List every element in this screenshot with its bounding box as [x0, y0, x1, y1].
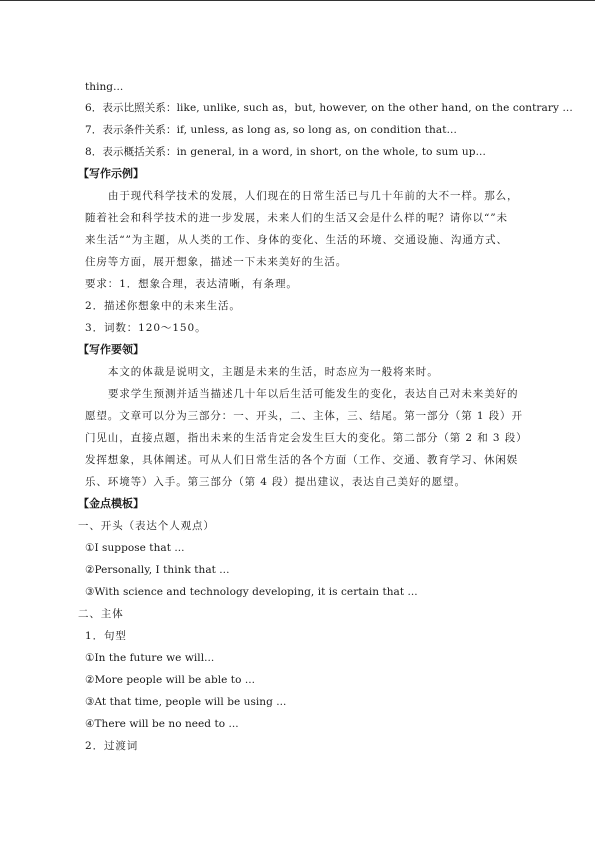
opening-template-item: ①I suppose that ... — [85, 542, 185, 554]
requirement-item: 2．描述你想象中的未来生活。 — [85, 300, 241, 312]
example-paragraph-line: 来生活“”为主题，从人类的工作、身体的变化、生活的环境、交通设施、沟通方式、 — [85, 234, 508, 246]
list-item-8: 8．表示概括关系：in general, in a word, in short, on the whole, to sum up... — [85, 146, 486, 158]
opening-template-item: ③With science and technology developing, it is certain that ... — [85, 586, 418, 598]
transition-words-title: 2．过渡词 — [85, 740, 139, 752]
body-section-title: 二、主体 — [78, 608, 124, 620]
opening-template-item: ②Personally, I think that ... — [85, 564, 230, 576]
sentence-pattern-item: ④There will be no need to ... — [85, 718, 239, 730]
page-top-rule — [0, 0, 595, 1]
sentence-pattern-item: ①In the future we will... — [85, 652, 215, 664]
writing-points-line: 愿望。文章可以分为三部分：一、开头，二、主体，三、结尾。第一部分（第 1 段）开 — [85, 410, 523, 422]
writing-points-line: 门见山，直接点题，指出未来的生活肯定会发生巨大的变化。第二部分（第 2 和 3 段） — [85, 432, 528, 444]
example-paragraph-line: 住房等方面，展开想象，描述一下未来美好的生活。 — [85, 256, 348, 268]
sentence-patterns-title: 1．句型 — [85, 630, 127, 642]
continuation-text: thing... — [85, 81, 124, 93]
example-paragraph-line: 由于现代科学技术的发展，人们现在的日常生活已与几十年前的大不一样。那么， — [108, 190, 519, 202]
list-item-6: 6．表示比照关系：like, unlike, such as，but, however, on the other hand, on the contrary ... — [85, 102, 573, 114]
writing-points-heading: 【写作要领】 — [78, 343, 144, 356]
writing-points-line: 发挥想象，具体阐述。可从人们日常生活的各个方面（工作、交通、教育学习、休闲娱 — [85, 454, 519, 466]
list-item-7: 7．表示条件关系：if, unless, as long as, so long as, on condition that... — [85, 124, 457, 136]
writing-points-line: 要求学生预测并适当描述几十年以后生活可能发生的变化，表达自己对未来美好的 — [108, 388, 519, 400]
requirement-item: 要求：1．想象合理，表达清晰，有条理。 — [85, 278, 298, 290]
sentence-pattern-item: ③At that time, people will be using ... — [85, 696, 287, 708]
writing-points-line: 乐、环境等）入手。第三部分（第 4 段）提出建议，表达自己美好的愿望。 — [85, 476, 466, 488]
requirement-item: 3．词数：120～150。 — [85, 322, 207, 334]
opening-section-title: 一、开头（表达个人观点） — [78, 520, 215, 532]
template-heading: 【金点模板】 — [78, 497, 144, 510]
example-paragraph-line: 随着社会和科学技术的进一步发展，未来人们的生活又会是什么样的呢？请你以“”未 — [85, 212, 508, 224]
writing-example-heading: 【写作示例】 — [78, 167, 144, 180]
sentence-pattern-item: ②More people will be able to ... — [85, 674, 255, 686]
writing-points-line: 本文的体裁是说明文，主题是未来的生活，时态应为一般将来时。 — [108, 366, 439, 378]
